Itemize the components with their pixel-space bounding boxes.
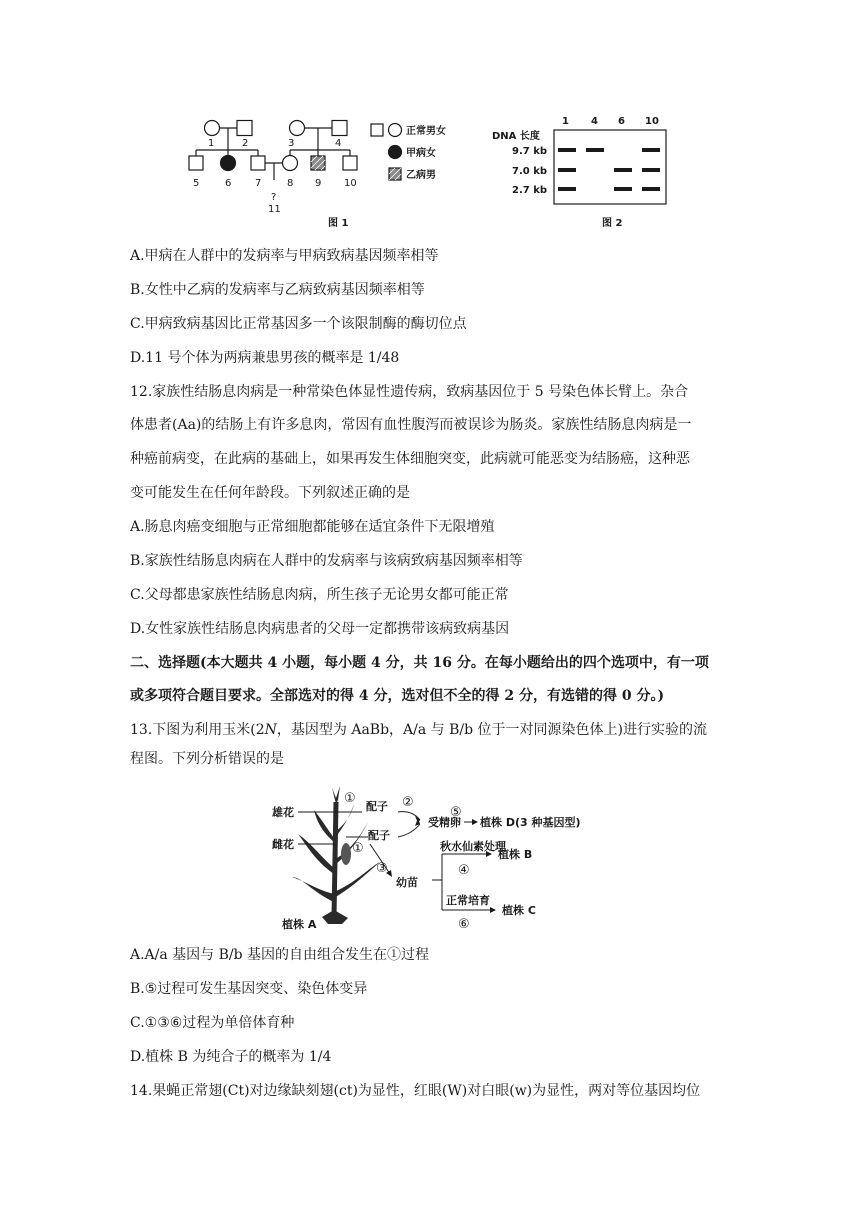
figure2-caption: 图 2 xyxy=(602,218,623,229)
q13-option-b: B.⑤过程可发生基因突变、染色体变异 xyxy=(130,981,368,997)
step-3: ③ xyxy=(376,861,388,876)
size-2-7: 2.7 kb xyxy=(512,185,548,196)
q11-option-d: D.11 号个体为两病兼患男孩的概率是 1/48 xyxy=(130,350,400,366)
q13-option-d: D.植株 B 为纯合子的概率为 1/4 xyxy=(130,1049,332,1065)
q12-option-b: B.家族性结肠息肉病在人群中的发病率与该病致病基因频率相等 xyxy=(130,553,523,569)
q12-stem-line-1: 12.家族性结肠息肉病是一种常染色体显性遗传病，致病基因位于 5 号染色体长臂上。杂合 xyxy=(130,384,689,400)
q12-stem-line-4: 变可能发生在任何年龄段。下列叙述正确的是 xyxy=(130,485,410,501)
gel-frame xyxy=(554,130,666,204)
q13-stem-line-1 xyxy=(130,720,730,740)
male-flower-label: 雄花 xyxy=(272,806,294,819)
step-4: ④ xyxy=(458,863,470,878)
unknown-mark: ? xyxy=(271,192,277,203)
band-lane1-2-7 xyxy=(558,187,576,191)
q13-stem-line-2: 程图。下列分析错误的是 xyxy=(130,751,284,767)
lane-10-label: 10 xyxy=(645,116,659,127)
gel-figure xyxy=(490,112,680,232)
legend-normal-female-icon xyxy=(389,124,402,137)
label-5: 5 xyxy=(193,178,200,189)
plant-c-label: 植株 C xyxy=(502,904,536,917)
individual-3 xyxy=(290,121,305,136)
normal-culture-label: 正常培育 xyxy=(446,894,490,907)
step-1-top: ① xyxy=(344,791,356,806)
legend-normal-label: 正常男女 xyxy=(406,126,446,137)
q11-option-b: B.女性中乙病的发病率与乙病致病基因频率相等 xyxy=(130,282,425,298)
maize-flow-diagram xyxy=(262,782,612,932)
plant-b-label: 植株 B xyxy=(498,848,533,861)
label-3: 3 xyxy=(288,138,295,149)
lane-1-label: 1 xyxy=(562,116,569,127)
label-2: 2 xyxy=(242,138,249,149)
individual-1 xyxy=(205,121,220,136)
q12-option-d: D.女性家族性结肠息肉病患者的父母一定都携带该病致病基因 xyxy=(130,621,510,637)
zygote-label: 受精卵 xyxy=(428,816,461,829)
step-2: ② xyxy=(402,795,414,810)
band-lane6-7-0 xyxy=(614,168,632,172)
figure1-caption: 图 1 xyxy=(328,218,349,229)
individual-2 xyxy=(237,121,252,136)
label-4: 4 xyxy=(335,138,342,149)
band-lane10-7-0 xyxy=(642,168,660,172)
size-7-0: 7.0 kb xyxy=(512,166,548,177)
q13-stem-suffix: ，基因型为 AaBb，A/a 与 B/b 位于一对同源染色体上)进行实验的流 xyxy=(276,722,707,738)
lane-4-label: 4 xyxy=(591,116,598,127)
q13-option-a: A.A/a 基因与 B/b 基因的自由组合发生在①过程 xyxy=(130,947,430,963)
label-9: 9 xyxy=(315,178,322,189)
plant-a-label: 植株 A xyxy=(282,918,317,931)
gamete-label-1: 配子 xyxy=(366,800,388,813)
label-6: 6 xyxy=(225,178,232,189)
q12-stem-line-2: 体患者(Aa)的结肠上有许多息肉，常因有血性腹泻而被误诊为肠炎。家族性结肠息肉病是一 xyxy=(130,417,692,433)
band-lane1-9-7 xyxy=(558,148,576,152)
label-7: 7 xyxy=(255,178,262,189)
label-11: 11 xyxy=(268,204,281,215)
q12-option-a: A.肠息肉癌变细胞与正常细胞都能够在适宜条件下无限增殖 xyxy=(130,519,495,535)
gamete-label-2: 配子 xyxy=(368,829,390,842)
female-flower-label: 雌花 xyxy=(272,838,294,851)
individual-10 xyxy=(343,156,357,170)
band-lane4-9-7 xyxy=(586,148,604,152)
q13-stem-italic: N xyxy=(264,722,277,738)
q13-stem-prefix: 13.下图为利用玉米(2 xyxy=(130,722,265,738)
dna-length-header: DNA 长度 xyxy=(492,131,540,142)
section2-heading-line-1: 二、选择题(本大题共 4 小题，每小题 4 分，共 16 分。在每小题给出的四个选项中，有一项 xyxy=(130,655,709,671)
band-lane6-2-7 xyxy=(614,187,632,191)
q11-option-c: C.甲病致病基因比正常基因多一个该限制酶的酶切位点 xyxy=(130,316,467,332)
step-1-bottom: ① xyxy=(352,841,364,856)
pedigree-figure xyxy=(180,112,480,232)
lane-6-label: 6 xyxy=(618,116,625,127)
legend-disease-a-label: 甲病女 xyxy=(406,148,436,159)
step-6: ⑥ xyxy=(458,917,470,932)
q14-stem-line-1: 14.果蝇正常翅(Ct)对边缘缺刻翅(ct)为显性，红眼(W)对白眼(w)为显性，两对等位基因均位 xyxy=(130,1083,701,1099)
size-9-7: 9.7 kb xyxy=(512,146,548,157)
individual-6 xyxy=(221,156,236,171)
q13-option-c: C.①③⑥过程为单倍体育种 xyxy=(130,1015,295,1031)
step-5: ⑤ xyxy=(450,805,462,820)
q12-stem-line-3: 种癌前病变，在此病的基础上，如果再发生体细胞突变，此病就可能恶变为结肠癌，这种恶 xyxy=(130,451,690,467)
label-1: 1 xyxy=(208,138,215,149)
label-8: 8 xyxy=(287,178,294,189)
label-10: 10 xyxy=(344,178,357,189)
colchicine-label: 秋水仙素处理 xyxy=(440,840,506,853)
legend-normal-male-icon xyxy=(371,124,383,136)
individual-4 xyxy=(332,121,347,136)
plant-d-label: 植株 D(3 种基因型) xyxy=(480,816,581,829)
legend-disease-b-label: 乙病男 xyxy=(406,170,436,181)
seedling-label: 幼苗 xyxy=(396,876,418,889)
q12-option-c: C.父母都患家族性结肠息肉病，所生孩子无论男女都可能正常 xyxy=(130,587,509,603)
individual-5 xyxy=(189,156,203,170)
band-lane10-9-7 xyxy=(642,148,660,152)
band-lane1-7-0 xyxy=(558,168,576,172)
legend-disease-a-female-icon xyxy=(389,146,402,159)
q11-option-a: A.甲病在人群中的发病率与甲病致病基因频率相等 xyxy=(130,248,439,264)
individual-7 xyxy=(251,156,265,170)
band-lane10-2-7 xyxy=(642,187,660,191)
individual-8 xyxy=(283,156,298,171)
section2-heading-line-2: 或多项符合题目要求。全部选对的得 4 分，选对但不全的得 2 分，有选错的得 0 分。) xyxy=(130,688,665,704)
